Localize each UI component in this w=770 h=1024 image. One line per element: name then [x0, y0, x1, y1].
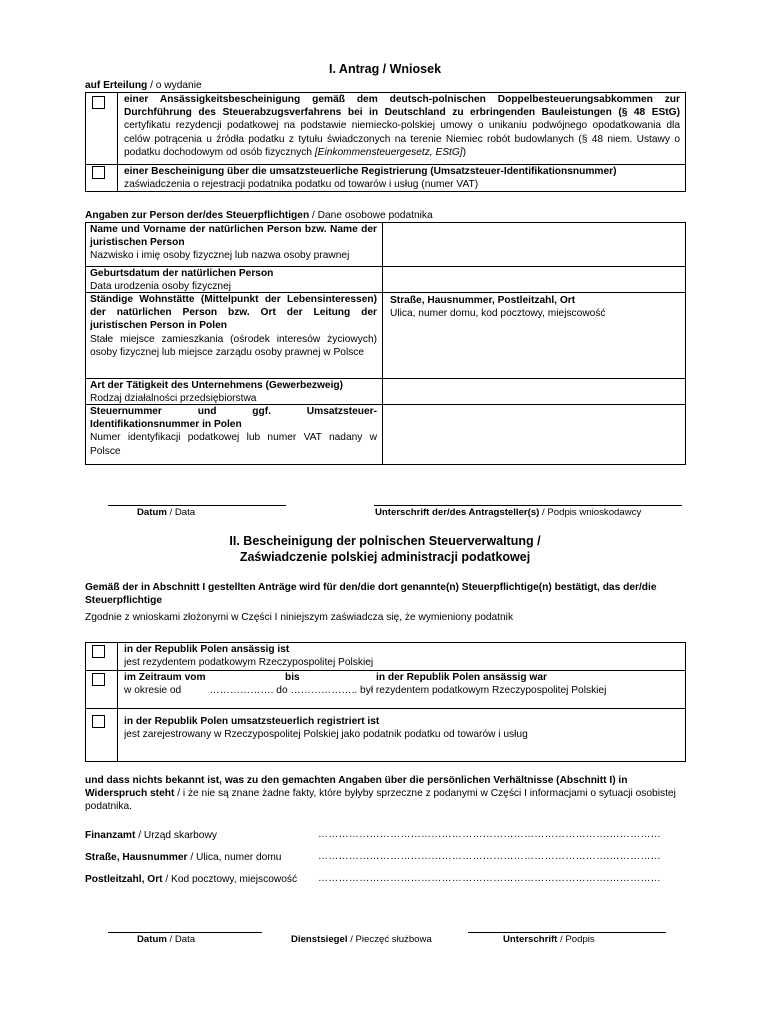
option1-pl-end: ): [462, 146, 467, 158]
row-activity-pl: Rodzaj działalności przedsiębiorstwa: [90, 393, 257, 404]
intro-pl: Zgodnie z wnioskami złożonymi w Części I niniejszym zaświadcza się, że wymieniony podatnik: [85, 612, 514, 624]
row-tax-number-pl: Numer identyfikacji podatkowej lub numer VAT nadany w Polsce: [90, 432, 377, 457]
office-signature-line: [468, 932, 666, 933]
option2-de: einer Bescheinigung über die umsatzsteuerliche Registrierung (Umsatzsteuer-Identifikationsnummer): [124, 166, 617, 177]
option1-pl-italic: [Einkommensteuergesetz, EStG]: [314, 146, 463, 158]
row-activity: [90, 379, 377, 404]
divider: [117, 92, 118, 192]
row-activity-de: Art der Tätigkeit des Unternehmens (Gewerbezweig): [90, 380, 344, 391]
row-tax-number-de: Steuernummer und ggf. Umsatzsteuer-Identifikationsnummer in Polen: [90, 406, 377, 431]
row-name-value-input[interactable]: [384, 223, 684, 265]
option-vat-registered-checkbox[interactable]: [92, 715, 105, 728]
option-resident-checkbox[interactable]: [92, 645, 105, 658]
date-de: Datum: [137, 507, 167, 518]
divider: [382, 222, 383, 465]
row-residence-pl: Stałe miejsce zamieszkania (ośrodek interesów życiowych) osoby fizycznej lub miejsce zarządu osoby prawnej w Polsce: [90, 333, 377, 358]
row-birthdate-de: Geburtsdatum der natürlichen Person: [90, 268, 274, 279]
postcode-pl: / Kod pocztowy, miejscowość: [162, 874, 298, 885]
section1-title: I. Antrag / Wniosek: [328, 62, 442, 76]
section2-title-line1: II. Bescheinigung der polnischen Steuerverwaltung /: [229, 534, 541, 548]
row-activity-value-input[interactable]: [384, 379, 684, 404]
option1-de: einer Ansässigkeitsbescheinigung gemäß dem deutsch-polnischen Doppelbesteuerungsabkommen zur Durchführung des Steuerabzugsverfahrens bei in Deutschland zu erbringenden Bauleistungen (§ 48 EStG): [124, 94, 680, 119]
street-de: Straße, Hausnummer: [85, 852, 188, 863]
option-a-de: in der Republik Polen ansässig ist: [124, 644, 290, 655]
row-name-de: Name und Vorname der natürlichen Person bzw. Name der juristischen Person: [90, 224, 377, 249]
option-vat-registration: [124, 165, 680, 192]
date-pl: / Data: [166, 507, 196, 518]
tax-office-pl: / Urząd skarbowy: [135, 830, 217, 841]
issue-label-pl: / o wydanie: [147, 80, 202, 91]
divider: [117, 642, 118, 762]
row-birthdate-pl: Data urodzenia osoby fizycznej: [90, 281, 232, 292]
postcode-de: Postleitzahl, Ort: [85, 874, 163, 885]
field-street-input[interactable]: ………………………………………………………………………….……………: [318, 851, 661, 862]
date2-de: Datum: [137, 934, 167, 945]
row-tax-number: [90, 405, 377, 465]
closing-de: und dass nichts bekannt ist, was zu den gemachten Angaben über die persönlichen Verhältnisse (Abschnitt I) in Widerspruch steht: [85, 775, 628, 800]
issue-label: [85, 79, 202, 92]
intro-de: Gemäß der in Abschnitt I gestellten Anträge wird für den/die dort genannte(n) Steuerpflichtige(n) bestätigt, das der/die Steuerpflichtige: [85, 582, 657, 607]
option-residence-certificate-checkbox[interactable]: [92, 96, 105, 109]
person-heading-pl: / Dane osobowe podatnika: [309, 210, 433, 221]
person-heading: [85, 209, 433, 222]
section1-signature-label: [375, 507, 641, 519]
field-postcode-label: [85, 873, 297, 886]
signature-pl: / Podpis wnioskodawcy: [539, 507, 642, 518]
option-vat-registration-checkbox[interactable]: [92, 166, 105, 179]
option-vat-registered: [124, 715, 680, 745]
row-residence: [90, 293, 377, 378]
field-tax-office-input[interactable]: ………………………………………………………………………….……………: [318, 829, 661, 840]
option-residence-certificate: [124, 93, 680, 163]
option-resident: [124, 643, 680, 670]
option-b-de1: im Zeitraum vom: [124, 672, 206, 683]
section2-closing: [85, 774, 685, 814]
option-resident-period: [124, 671, 680, 707]
field-tax-office-label: [85, 829, 217, 842]
section2-date-label: [137, 934, 195, 946]
option-b-pl: w okresie od ………………. do ……………….. był rezydentem podatkowym Rzeczypospolitej Polskiej: [124, 685, 607, 697]
option-c-de: in der Republik Polen umsatzsteuerlich registriert ist: [124, 716, 380, 727]
section2-title-line2: Zaświadczenie polskiej administracji podatkowej: [239, 550, 531, 564]
signature-de: Unterschrift der/des Antragsteller(s): [375, 507, 540, 518]
row-name: [90, 223, 377, 265]
date-signature-line: [108, 505, 286, 506]
closing-pl: / i że nie są znane żadne fakty, które byłyby sprzeczne z podanymi w Części I informacjami o sytuacji osobistej podatnika.: [85, 788, 676, 813]
issue-label-de: auf Erteilung: [85, 80, 148, 91]
divider: [85, 708, 686, 709]
seal-de: Dienstsiegel: [291, 934, 348, 945]
field-postcode-input[interactable]: ………………………………………………………………………….……………: [318, 873, 661, 884]
section2-signature-label: [503, 934, 595, 946]
applicant-signature-line: [374, 505, 682, 506]
field-street-label: [85, 851, 281, 864]
tax-office-de: Finanzamt: [85, 830, 136, 841]
seal-pl: / Pieczęć służbowa: [347, 934, 432, 945]
row-birthdate-value-input[interactable]: [384, 267, 684, 292]
option1-pl: certyfikatu rezydencji podatkowej na podstawie niemiecko-polskiej umowy o unikaniu podwójnego opodatkowania dla celów potrącenia u źródła podatku z tytułu świadczonych na terenie Niemiec robót budowlanych (§ 48 niem. Ustawy o podatku dochodowym od osób fizycznych: [124, 120, 680, 158]
address-hint-pl: Ulica, numer domu, kod pocztowy, miejscowość: [390, 308, 606, 320]
row-name-pl: Nazwisko i imię osoby fizycznej lub nazwa osoby prawnej: [90, 250, 350, 262]
option-b-de3: in der Republik Polen ansässig war: [376, 672, 547, 683]
street-pl: / Ulica, numer domu: [187, 852, 282, 863]
option-resident-period-checkbox[interactable]: [92, 673, 105, 686]
row-residence-value-input[interactable]: [390, 294, 682, 374]
row-tax-number-value-input[interactable]: [384, 405, 684, 463]
signature2-pl: / Podpis: [557, 934, 595, 945]
option-b-de2: bis: [285, 672, 300, 683]
option-a-pl: jest rezydentem podatkowym Rzeczypospolitej Polskiej: [124, 657, 374, 669]
office-date-line: [108, 932, 262, 933]
option-c-pl: jest zarejestrowany w Rzeczypospolitej Polskiej jako podatnik podatku od towarów i usług: [124, 729, 528, 741]
section1-date-label: [137, 507, 195, 519]
row-residence-de: Ständige Wohnstätte (Mittelpunkt der Lebensinteressen) der natürlichen Person bzw. Ort der Leitung der juristischen Person in Polen: [90, 294, 377, 332]
section2-intro: [85, 581, 685, 625]
person-heading-de: Angaben zur Person der/des Steuerpflichtigen: [85, 210, 310, 221]
option2-pl: zaświadczenia o rejestracji podatnika podatku od towarów i usług (numer VAT): [124, 179, 479, 191]
signature2-de: Unterschrift: [503, 934, 558, 945]
row-birthdate: [90, 267, 377, 292]
section2-seal-label: [291, 934, 432, 946]
date2-pl: / Data: [166, 934, 196, 945]
address-hint-de: Straße, Hausnummer, Postleitzahl, Ort: [390, 295, 576, 306]
